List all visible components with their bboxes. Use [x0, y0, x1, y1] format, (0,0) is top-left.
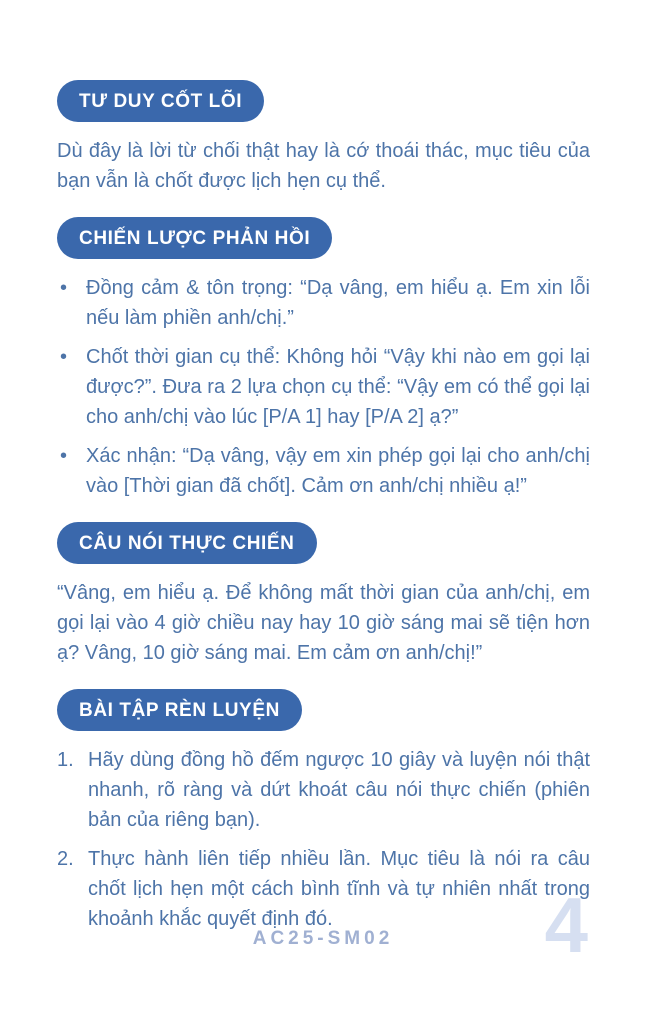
- response-strategy-list: [57, 273, 590, 501]
- list-item-text: Xác nhận: “Dạ vâng, vậy em xin phép gọi lại cho anh/chị vào [Thời gian đã chốt]. Cảm ơn anh/chị nhiều ạ!”: [86, 445, 590, 497]
- list-item: [57, 441, 590, 501]
- exercises-badge: BÀI TẬP RÈN LUYỆN: [57, 689, 302, 731]
- page-number: 4: [544, 881, 588, 969]
- list-number: 2.: [57, 848, 74, 870]
- list-item: [57, 745, 590, 835]
- list-item: [57, 342, 590, 432]
- bullet-icon: •: [60, 445, 68, 467]
- section-practice-phrase: [57, 522, 590, 668]
- list-item-text: Đồng cảm & tôn trọng: “Dạ vâng, em hiểu ạ. Em xin lỗi nếu làm phiền anh/chị.”: [86, 277, 590, 329]
- exercises-list: [57, 745, 590, 934]
- list-item-text: Thực hành liên tiếp nhiều lần. Mục tiêu là nói ra câu chốt lịch hẹn một cách bình tĩnh và tự nhiên nhất trong khoảnh khắc quyết định đó.: [88, 848, 590, 930]
- list-item-text: Chốt thời gian cụ thể: Không hỏi “Vậy khi nào em gọi lại được?”. Đưa ra 2 lựa chọn cụ thể: “Vậy em có thể gọi lại cho anh/chị vào lúc [P/A 1] hay [P/A 2] ạ?”: [86, 346, 590, 428]
- response-strategy-badge: CHIẾN LƯỢC PHẢN HỒI: [57, 217, 332, 259]
- list-item-text: Hãy dùng đồng hồ đếm ngược 10 giây và luyện nói thật nhanh, rõ ràng và dứt khoát câu nói thực chiến (phiên bản của riêng bạn).: [88, 749, 590, 831]
- practice-phrase-paragraph: “Vâng, em hiểu ạ. Để không mất thời gian của anh/chị, em gọi lại vào 4 giờ chiều nay hay 10 giờ sáng mai sẽ tiện hơn ạ? Vâng, 10 giờ sáng mai. Em cảm ơn anh/chị!”: [57, 582, 590, 664]
- core-mindset-paragraph: Dù đây là lời từ chối thật hay là cớ thoái thác, mục tiêu của bạn vẫn là chốt được lịch hẹn cụ thể.: [57, 140, 590, 192]
- section-core-mindset: [57, 80, 590, 196]
- bullet-icon: •: [60, 277, 68, 299]
- list-number: 1.: [57, 749, 74, 771]
- list-item: [57, 844, 590, 934]
- bullet-icon: •: [60, 346, 68, 368]
- section-response-strategy: [57, 217, 590, 501]
- list-item: [57, 273, 590, 333]
- core-mindset-badge: TƯ DUY CỐT LÕI: [57, 80, 264, 122]
- document-code: AC25-SM02: [252, 928, 394, 949]
- section-exercises: [57, 689, 590, 934]
- practice-phrase-badge: CÂU NÓI THỰC CHIẾN: [57, 522, 317, 564]
